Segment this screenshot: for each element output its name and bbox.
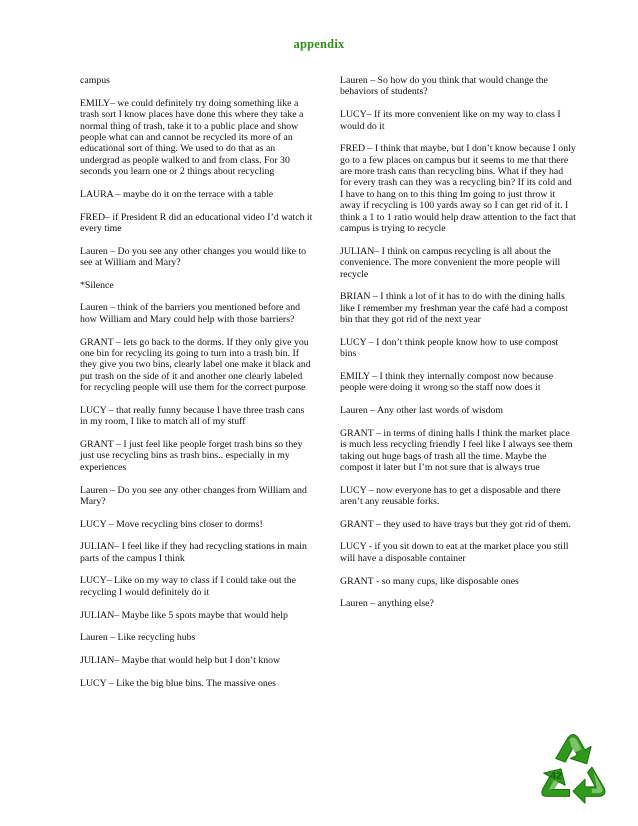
paragraph: BRIAN – I think a lot of it has to do with the dining halls like I remember my freshman year the café had a compost bin that they got rid of the next year [340, 291, 568, 326]
paragraph: LAURA – maybe do it on the terrace with a table [80, 188, 274, 200]
paragraph: JULIAN– I feel like if they had recycling stations in main parts of the campus I think [80, 541, 307, 564]
paragraph: LUCY – now everyone has to get a disposable and there aren’t any reusable forks. [340, 484, 561, 508]
paragraph: Lauren – Do you see any other changes you would like to see at William and Mary? [80, 245, 307, 269]
left-column [80, 75, 314, 700]
paragraph: GRANT – lets go back to the dorms. If they only give you one bin for recycling its going to turn into a trash bin. If they give you two bins, clearly label one make it black and put trash on the side of it and another one clearly labeled for recycling people will use them for the correct purpose [80, 336, 311, 394]
paragraph: JULIAN– Maybe like 5 spots maybe that would help [80, 609, 288, 621]
paragraph: FRED – I think that maybe, but I don’t know because I only go to a few places on campus but it seems to me that there are more trash cans than recycling bins. What if they had for every trash can they was a recycling bin? If its cold and I have to hang on to this thing Im going to just throw it away if recycling is 100 yards away so I can get rid of it. I think a 1 to 1 ratio would help draw attention to the fact that campus is trying to recycle [340, 143, 576, 235]
page-number: 42 [550, 770, 562, 782]
paragraph: *Silence [80, 279, 114, 291]
paragraph: GRANT – they used to have trays but they got rid of them. [340, 518, 571, 530]
paragraph: campus [80, 75, 110, 86]
page-header: appendix [293, 37, 345, 51]
paragraph: Lauren – think of the barriers you mentioned before and how William and Mary could help with those barriers? [80, 302, 301, 325]
paragraph: EMILY– we could definitely try doing something like a trash sort I know places have done this where they take a normal thing of trash, take it to a public place and show people what can and cannot be recycled its more of an educational sort of thing. We used to do that as an undergrad as people walked to and from class. For 30 seconds you learn one or 2 things about recycling [80, 97, 304, 178]
paragraph: FRED– if President R did an educational video I’d watch it every time [80, 211, 313, 234]
paragraph: Lauren – Any other last words of wisdom [340, 405, 503, 417]
paragraph: GRANT - so many cups, like disposable ones [340, 575, 519, 587]
paragraph: GRANT – I just feel like people forget trash bins so they just use recycling bins as trash bins.. especially in my experiences [80, 439, 303, 473]
paragraph: LUCY– Like on my way to class if I could take out the recycling I would definitely do it [80, 575, 297, 598]
paragraph: JULIAN– I think on campus recycling is all about the convenience. The more convenient the more people will recycle [340, 245, 561, 280]
paragraph: Lauren – anything else? [340, 598, 434, 610]
recycling-icon [530, 724, 616, 806]
paragraph: LUCY - if you sit down to eat at the market place you still will have a disposable container [340, 541, 569, 564]
paragraph: LUCY– If its more convenient like on my way to class I would do it [340, 109, 561, 132]
paragraph: JULIAN– Maybe that would help but I don’t know [80, 654, 281, 666]
paragraph: Lauren – So how do you think that would change the behaviors of students? [340, 75, 548, 98]
paragraph: Lauren – Do you see any other changes from William and Mary? [80, 484, 307, 507]
paragraph: LUCY – I don’t think people know how to use compost bins [340, 336, 559, 360]
paragraph: EMILY – I think they internally compost now because people were doing it wrong so the staff now does it [340, 370, 554, 394]
paragraph: LUCY – Move recycling bins closer to dorms! [80, 518, 263, 530]
paragraph: LUCY – that really funny because I have three trash cans in my room, I like to match all of my stuff [80, 404, 305, 428]
right-column [340, 75, 576, 621]
paragraph: GRANT – in terms of dining halls I think the market place is much less recycling friendly I feel like I always see them taking out huge bags of trash all the time. Maybe the compost it later but I’m not sure that is always true [340, 427, 573, 473]
paragraph: LUCY – Like the big blue bins. The massive ones [80, 677, 276, 689]
paragraph: Lauren – Like recycling hubs [80, 632, 196, 644]
